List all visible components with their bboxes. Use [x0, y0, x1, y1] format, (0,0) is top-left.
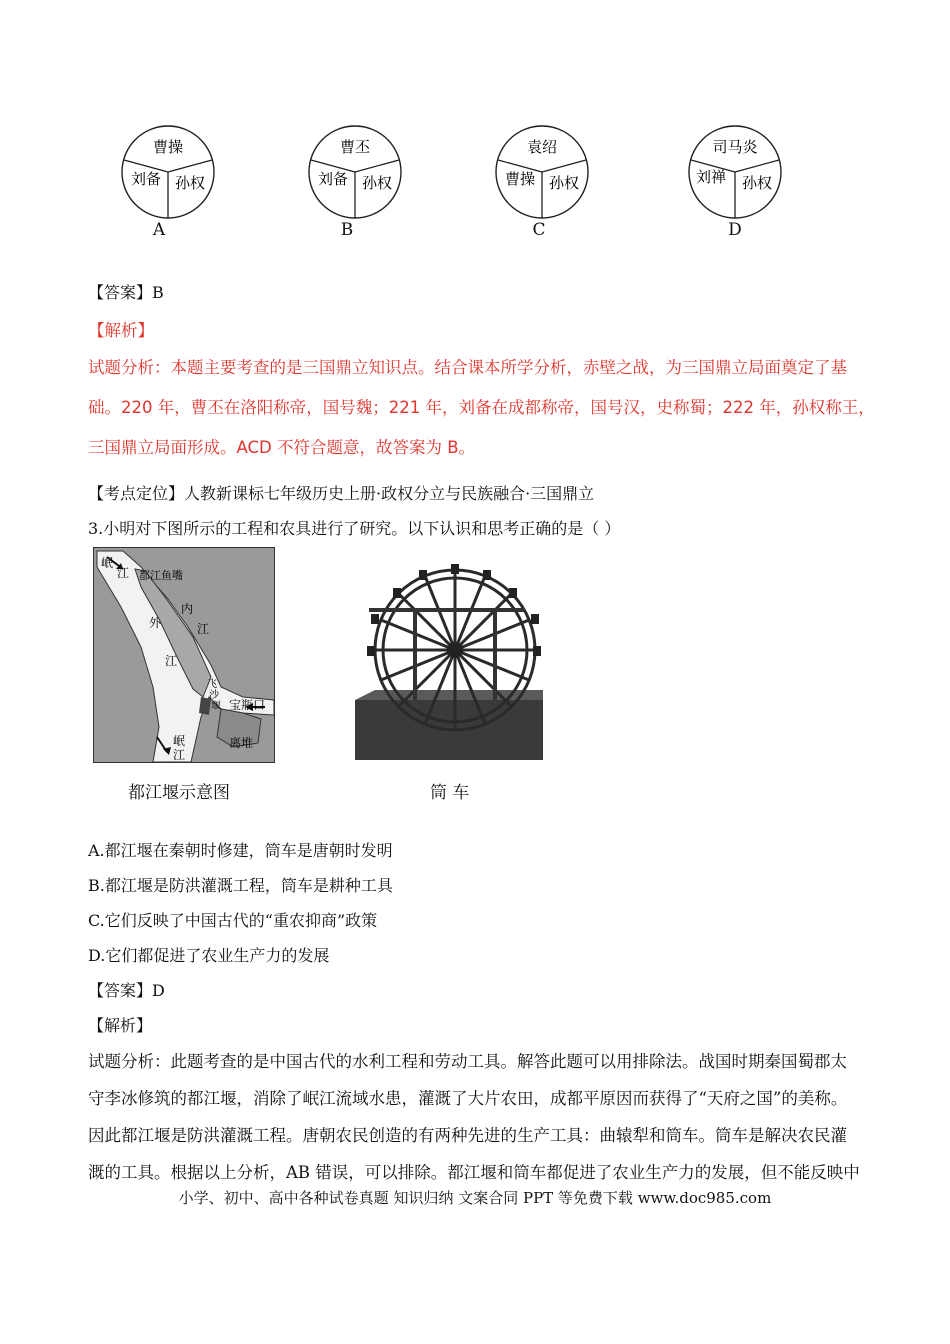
choice-a: A.都江堰在秦朝时修建，筒车是唐朝时发明 — [88, 841, 393, 860]
option-b-left: 刘备 — [317, 170, 349, 188]
option-b-top: 曹丕 — [339, 138, 371, 156]
q2-answer: 【答案】B — [88, 283, 164, 302]
q3-answer: 【答案】D — [88, 981, 165, 1000]
map-label-nei-jiang: 江 — [197, 622, 210, 636]
q2-analysis-heading: 【解析】 — [88, 321, 154, 340]
q2-analysis-line: 试题分析：本题主要考查的是三国鼎立知识点。结合课本所学分析，赤壁之战，为三国鼎立局面奠定了基 — [88, 358, 847, 377]
map-label-yuzui: 都江鱼嘴 — [139, 569, 183, 582]
map-label-wai: 外 — [149, 616, 162, 630]
map-label-jiang: 江 — [117, 566, 130, 580]
pie-circle — [118, 122, 218, 222]
option-d-right: 孙权 — [741, 174, 773, 192]
option-d-top: 司马炎 — [712, 138, 758, 156]
q2-analysis-line: 三国鼎立局面形成。ACD 不符合题意，故答案为 B。 — [88, 438, 476, 457]
page-footer: 小学、初中、高中各种试卷真题 知识归纳 文案合同 PPT 等免费下载 www.doc985.com — [178, 1189, 772, 1207]
option-d-letter: D — [728, 220, 742, 240]
map-label-feisha: 飞 — [207, 679, 217, 690]
wheel-caption: 筒 车 — [430, 783, 470, 803]
map-label-jiang-bottom: 江 — [173, 748, 186, 762]
map-caption: 都江堰示意图 — [128, 783, 230, 803]
option-a-right: 孙权 — [174, 174, 206, 192]
pie-circle — [492, 122, 592, 222]
q2-kaodian: 【考点定位】人教新课标七年级历史上册·政权分立与民族融合·三国鼎立 — [88, 484, 595, 503]
choice-b: B.都江堰是防洪灌溉工程，筒车是耕种工具 — [88, 876, 393, 895]
q3-analysis-line: 试题分析：此题考查的是中国古代的水利工程和劳动工具。解答此题可以用排除法。战国时期秦国蜀郡太 — [88, 1052, 847, 1071]
map-label-min-bottom: 岷 — [173, 734, 186, 748]
map-label-lidui: 离堆 — [229, 736, 254, 750]
map-label-wai-jiang: 江 — [165, 654, 178, 668]
q3-analysis-heading: 【解析】 — [88, 1016, 153, 1035]
option-a-letter: A — [152, 220, 166, 240]
q3-analysis-line: 因此都江堰是防洪灌溉工程。唐朝农民创造的有两种先进的生产工具：曲辕犁和筒车。筒车是解决农民灌 — [88, 1126, 847, 1145]
water-wheel-photo — [355, 550, 543, 760]
option-a-top: 曹操 — [152, 138, 184, 156]
map-label-feisha: 沙 — [209, 690, 219, 701]
pie-circle — [685, 122, 785, 222]
option-c-left: 曹操 — [504, 170, 536, 188]
option-b-right: 孙权 — [361, 174, 393, 192]
map-label-nei: 内 — [181, 602, 194, 616]
map-label-min: 岷 — [101, 556, 114, 570]
choice-d: D.它们都促进了农业生产力的发展 — [88, 946, 330, 965]
option-c-letter: C — [532, 220, 546, 240]
q3-analysis-line: 守李冰修筑的都江堰，消除了岷江流域水患，灌溉了大片农田，成都平原因而获得了“天府之国”的美称。 — [88, 1089, 848, 1108]
choice-c: C.它们反映了中国古代的“重农抑商”政策 — [88, 911, 378, 930]
q3-question: 3.小明对下图所示的工程和农具进行了研究。以下认识和思考正确的是（ ） — [88, 519, 621, 538]
option-d-left: 刘禅 — [695, 168, 727, 186]
option-c-right: 孙权 — [548, 174, 580, 192]
map-label-baopingkou: 宝瓶口 — [229, 698, 266, 712]
option-a-left: 刘备 — [130, 170, 162, 188]
q2-analysis-line: 础。220 年，曹丕在洛阳称帝，国号魏；221 年，刘备在成都称帝，国号汉，史称蜀；222 年，孙权称王， — [88, 398, 875, 417]
map-label-feisha: 堰 — [211, 701, 221, 712]
pie-circle — [305, 122, 405, 222]
map-drawing — [93, 547, 275, 763]
option-b-letter: B — [340, 220, 354, 240]
option-c-top: 袁绍 — [526, 138, 558, 156]
dujiangyan-map — [93, 547, 275, 763]
water-wheel-drawing — [355, 550, 543, 760]
q3-analysis-line: 溉的工具。根据以上分析，AB 错误，可以排除。都江堰和筒车都促进了农业生产力的发展，但不能反映中 — [88, 1163, 860, 1182]
